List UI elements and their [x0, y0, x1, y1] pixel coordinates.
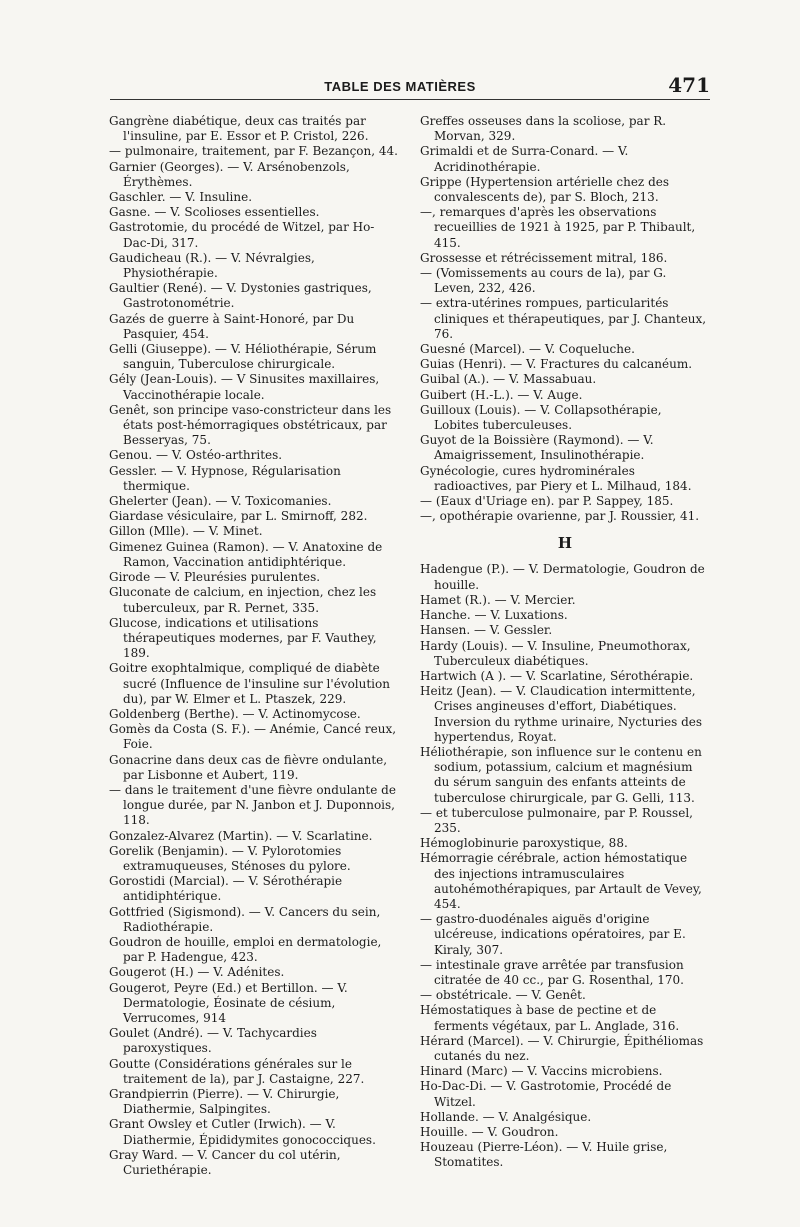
index-entry: Greffes osseuses dans la scoliose, par R. Morvan, 329.	[420, 114, 667, 144]
index-entry: — (Vomissements au cours de la), par G. Leven, 232, 426.	[420, 266, 667, 296]
index-entry: Goulet (André). — V. Tachycardies paroxystiques.	[109, 1026, 317, 1056]
index-entry: Gaschler. — V. Insuline.	[109, 190, 253, 205]
index-entry: Gillon (Mlle). — V. Minet.	[109, 524, 263, 539]
index-entry: Goudron de houille, emploi en dermatologie, par P. Hadengue, 423.	[109, 934, 382, 965]
index-entry: — extra-utérines rompues, particularités cliniques et thérapeutiques, par J. Chanteux, 76.	[420, 296, 707, 341]
index-entry: — et tuberculose pulmonaire, par P. Roussel, 235.	[420, 805, 693, 835]
index-entry: Gessler. — V. Hypnose, Régularisation thermique.	[109, 463, 341, 493]
index-entry: Goldenberg (Berthe). — V. Actinomycose.	[109, 706, 361, 721]
index-entry: Grimaldi et de Surra-Conard. — V. Acridinothérapie.	[420, 144, 629, 174]
index-entry: Guias (Henri). — V. Fractures du calcanéum.	[420, 357, 693, 372]
index-entry: Hartwich (A ). — V. Scarlatine, Sérothérapie.	[420, 668, 694, 683]
index-entry: Gangrène diabétique, deux cas traités par l'insuline, par E. Essor et P. Cristol, 226.	[109, 114, 369, 144]
index-entry: Hémorragie cérébrale, action hémostatique des injections intramusculaires autohémothérapiques, par Artault de Vevey, 454.	[420, 851, 702, 911]
index-entry: Guesné (Marcel). — V. Coqueluche.	[420, 342, 635, 357]
index-entry: —, opothérapie ovarienne, par J. Roussier, 41.	[420, 509, 700, 524]
index-entry: Gaultier (René). — V. Dystonies gastriques, Gastrotonométrie.	[109, 281, 372, 311]
right-column-h-entries	[420, 562, 710, 1170]
index-entry: Giardase vésiculaire, par L. Smirnoff, 282.	[109, 509, 368, 524]
index-entry: Gougerot (H.) — V. Adénites.	[109, 965, 285, 980]
index-entry: Genêt, son principe vaso-constricteur dans les états post-hémorragiques obstétricaux, par Besseryas, 75.	[109, 402, 392, 448]
index-entry: Hémoglobinurie paroxystique, 88.	[420, 836, 628, 851]
index-entry: Guilloux (Louis). — V. Collapsothérapie, Lobites tuberculeuses.	[420, 402, 662, 433]
index-entry: Gottfried (Sigismond). — V. Cancers du sein, Radiothérapie.	[109, 904, 381, 934]
index-entry: Gorelik (Benjamin). — V. Pylorotomies extramuqueuses, Sténoses du pylore.	[109, 843, 351, 873]
index-entry: Ghelerter (Jean). — V. Toxicomanies.	[109, 494, 332, 509]
index-entry: Hérard (Marcel). — V. Chirurgie, Épithéliomas cutanés du nez.	[420, 1033, 704, 1063]
index-entry: Hansen. — V. Gessler.	[420, 623, 553, 638]
index-entry: Gazés de guerre à Saint-Honoré, par Du Pasquier, 454.	[109, 311, 355, 341]
right-column	[420, 114, 710, 1171]
index-entry: Gray Ward. — V. Cancer du col utérin, Curiethérapie.	[109, 1147, 341, 1178]
index-entry: Gynécologie, cures hydrominérales radioactives, par Piery et L. Milhaud, 184.	[420, 463, 692, 493]
index-entry: Grandpierrin (Pierre). — V. Chirurgie, Diathermie, Salpingites.	[109, 1087, 340, 1117]
index-entry: Grant Owsley et Cutler (Irwich). — V. Diathermie, Épididymites gonococciques.	[109, 1117, 376, 1147]
right-column-g-entries	[420, 114, 710, 524]
header-rule	[110, 99, 710, 100]
index-entry: — pulmonaire, traitement, par F. Bezançon, 44.	[109, 144, 398, 159]
index-entry: Héliothérapie, son influence sur le contenu en sodium, potassium, calcium et magnésium du sérum sanguin des enfants atteints de tuberculose chirurgicale, par G. Gelli, 113.	[420, 744, 702, 805]
index-entry: Girode — V. Pleurésies purulentes.	[109, 570, 321, 585]
index-entry: — dans le traitement d'une fièvre ondulante de longue durée, par N. Janbon et J. Duponnois, 118.	[109, 782, 396, 828]
index-entry: Grossesse et rétrécissement mitral, 186.	[420, 250, 668, 265]
index-entry: Heitz (Jean). — V. Claudication intermittente, Crises angineuses d'effort, Diabétiques. Inversion du rythme urinaire, Nycturies des hypertendus, Royat.	[420, 684, 703, 744]
index-entry: Guyot de la Boissière (Raymond). — V. Amaigrissement, Insulinothérapie.	[420, 433, 654, 463]
index-entry: Hémostatiques à base de pectine et de ferments végétaux, par L. Anglade, 316.	[420, 1003, 680, 1033]
left-column	[109, 114, 399, 1178]
index-entry: Grippe (Hypertension artérielle chez des convalescents de), par S. Bloch, 213.	[420, 174, 670, 205]
index-entry: Hanche. — V. Luxations.	[420, 608, 568, 623]
index-entry: Gastrotomie, du procédé de Witzel, par Ho-Dac-Di, 317.	[109, 220, 375, 250]
index-entry: Gimenez Guinea (Ramon). — V. Anatoxine de Ramon, Vaccination antidiphtérique.	[109, 539, 383, 569]
index-entry: Gonzalez-Alvarez (Martin). — V. Scarlatine.	[109, 828, 373, 843]
index-entry: Gomès da Costa (S. F.). — Anémie, Cancé reux, Foie.	[109, 722, 397, 752]
index-entry: Gougerot, Peyre (Ed.) et Bertillon. — V. Dermatologie, Éosinate de césium, Verrucomes, 914	[109, 980, 348, 1025]
index-entry: Goutte (Considérations générales sur le traitement de la), par J. Castaigne, 227.	[109, 1056, 365, 1086]
index-entry: Gelli (Giuseppe). — V. Héliothérapie, Sérum sanguin, Tuberculose chirurgicale.	[109, 342, 377, 372]
index-entry: Ho-Dac-Di. — V. Gastrotomie, Procédé de Witzel.	[420, 1079, 672, 1109]
index-entry: Hardy (Louis). — V. Insuline, Pneumothorax, Tuberculeux diabétiques.	[420, 638, 691, 668]
index-entry: Gluconate de calcium, en injection, chez les tuberculeux, par R. Pernet, 335.	[109, 585, 377, 615]
index-entry: Hadengue (P.). — V. Dermatologie, Goudron de houille.	[420, 562, 705, 592]
index-entry: Hollande. — V. Analgésique.	[420, 1109, 592, 1124]
index-entry: Goitre exophtalmique, compliqué de diabète sucré (Influence de l'insuline sur l'évolution du), par W. Elmer et L. Ptaszek, 229.	[109, 661, 390, 706]
index-entry: —, remarques d'après les observations recueillies de 1921 à 1925, par P. Thibault, 415.	[420, 205, 696, 250]
section-letter-h: H	[557, 534, 573, 553]
index-entry: Gorostidi (Marcial). — V. Sérothérapie antidiphtérique.	[109, 874, 343, 904]
index-entry: Genou. — V. Ostéo-arthrites.	[109, 448, 283, 463]
running-header-title: TABLE DES MATIÈRES	[324, 79, 476, 94]
index-entry: Gély (Jean-Louis). — V Sinusites maxillaires, Vaccinothérapie locale.	[109, 372, 380, 402]
index-entry: Hamet (R.). — V. Mercier.	[420, 592, 576, 607]
index-entry: Guibal (A.). — V. Massabuau.	[420, 372, 597, 387]
index-entry: Hinard (Marc) — V. Vaccins microbiens.	[420, 1064, 663, 1079]
index-entry: Guibert (H.-L.). — V. Auge.	[420, 387, 583, 402]
index-entry: — intestinale grave arrêtée par transfusion citratée de 40 cc., par G. Rosenthal, 170.	[420, 957, 684, 987]
index-entry: Houzeau (Pierre-Léon). — V. Huile grise, Stomatites.	[420, 1140, 668, 1170]
index-entry: Gaudicheau (R.). — V. Névralgies, Physiothérapie.	[109, 250, 315, 281]
index-entry: — gastro-duodénales aiguës d'origine ulcéreuse, indications opératoires, par E. Kiraly, 307.	[420, 912, 686, 957]
index-entry: Garnier (Georges). — V. Arsénobenzols, Érythèmes.	[109, 159, 350, 189]
index-entry: Gonacrine dans deux cas de fièvre ondulante, par Lisbonne et Aubert, 119.	[109, 752, 388, 782]
index-entry: — obstétricale. — V. Genêt.	[420, 988, 586, 1003]
index-entry: Glucose, indications et utilisations thérapeutiques modernes, par F. Vauthey, 189.	[109, 615, 377, 661]
index-entry: Houille. — V. Goudron.	[420, 1125, 559, 1139]
page-number: 471	[668, 73, 710, 97]
index-entry: Gasne. — V. Scolioses essentielles.	[109, 205, 320, 220]
index-entry: — (Eaux d'Uriage en). par P. Sappey, 185.	[420, 494, 674, 509]
